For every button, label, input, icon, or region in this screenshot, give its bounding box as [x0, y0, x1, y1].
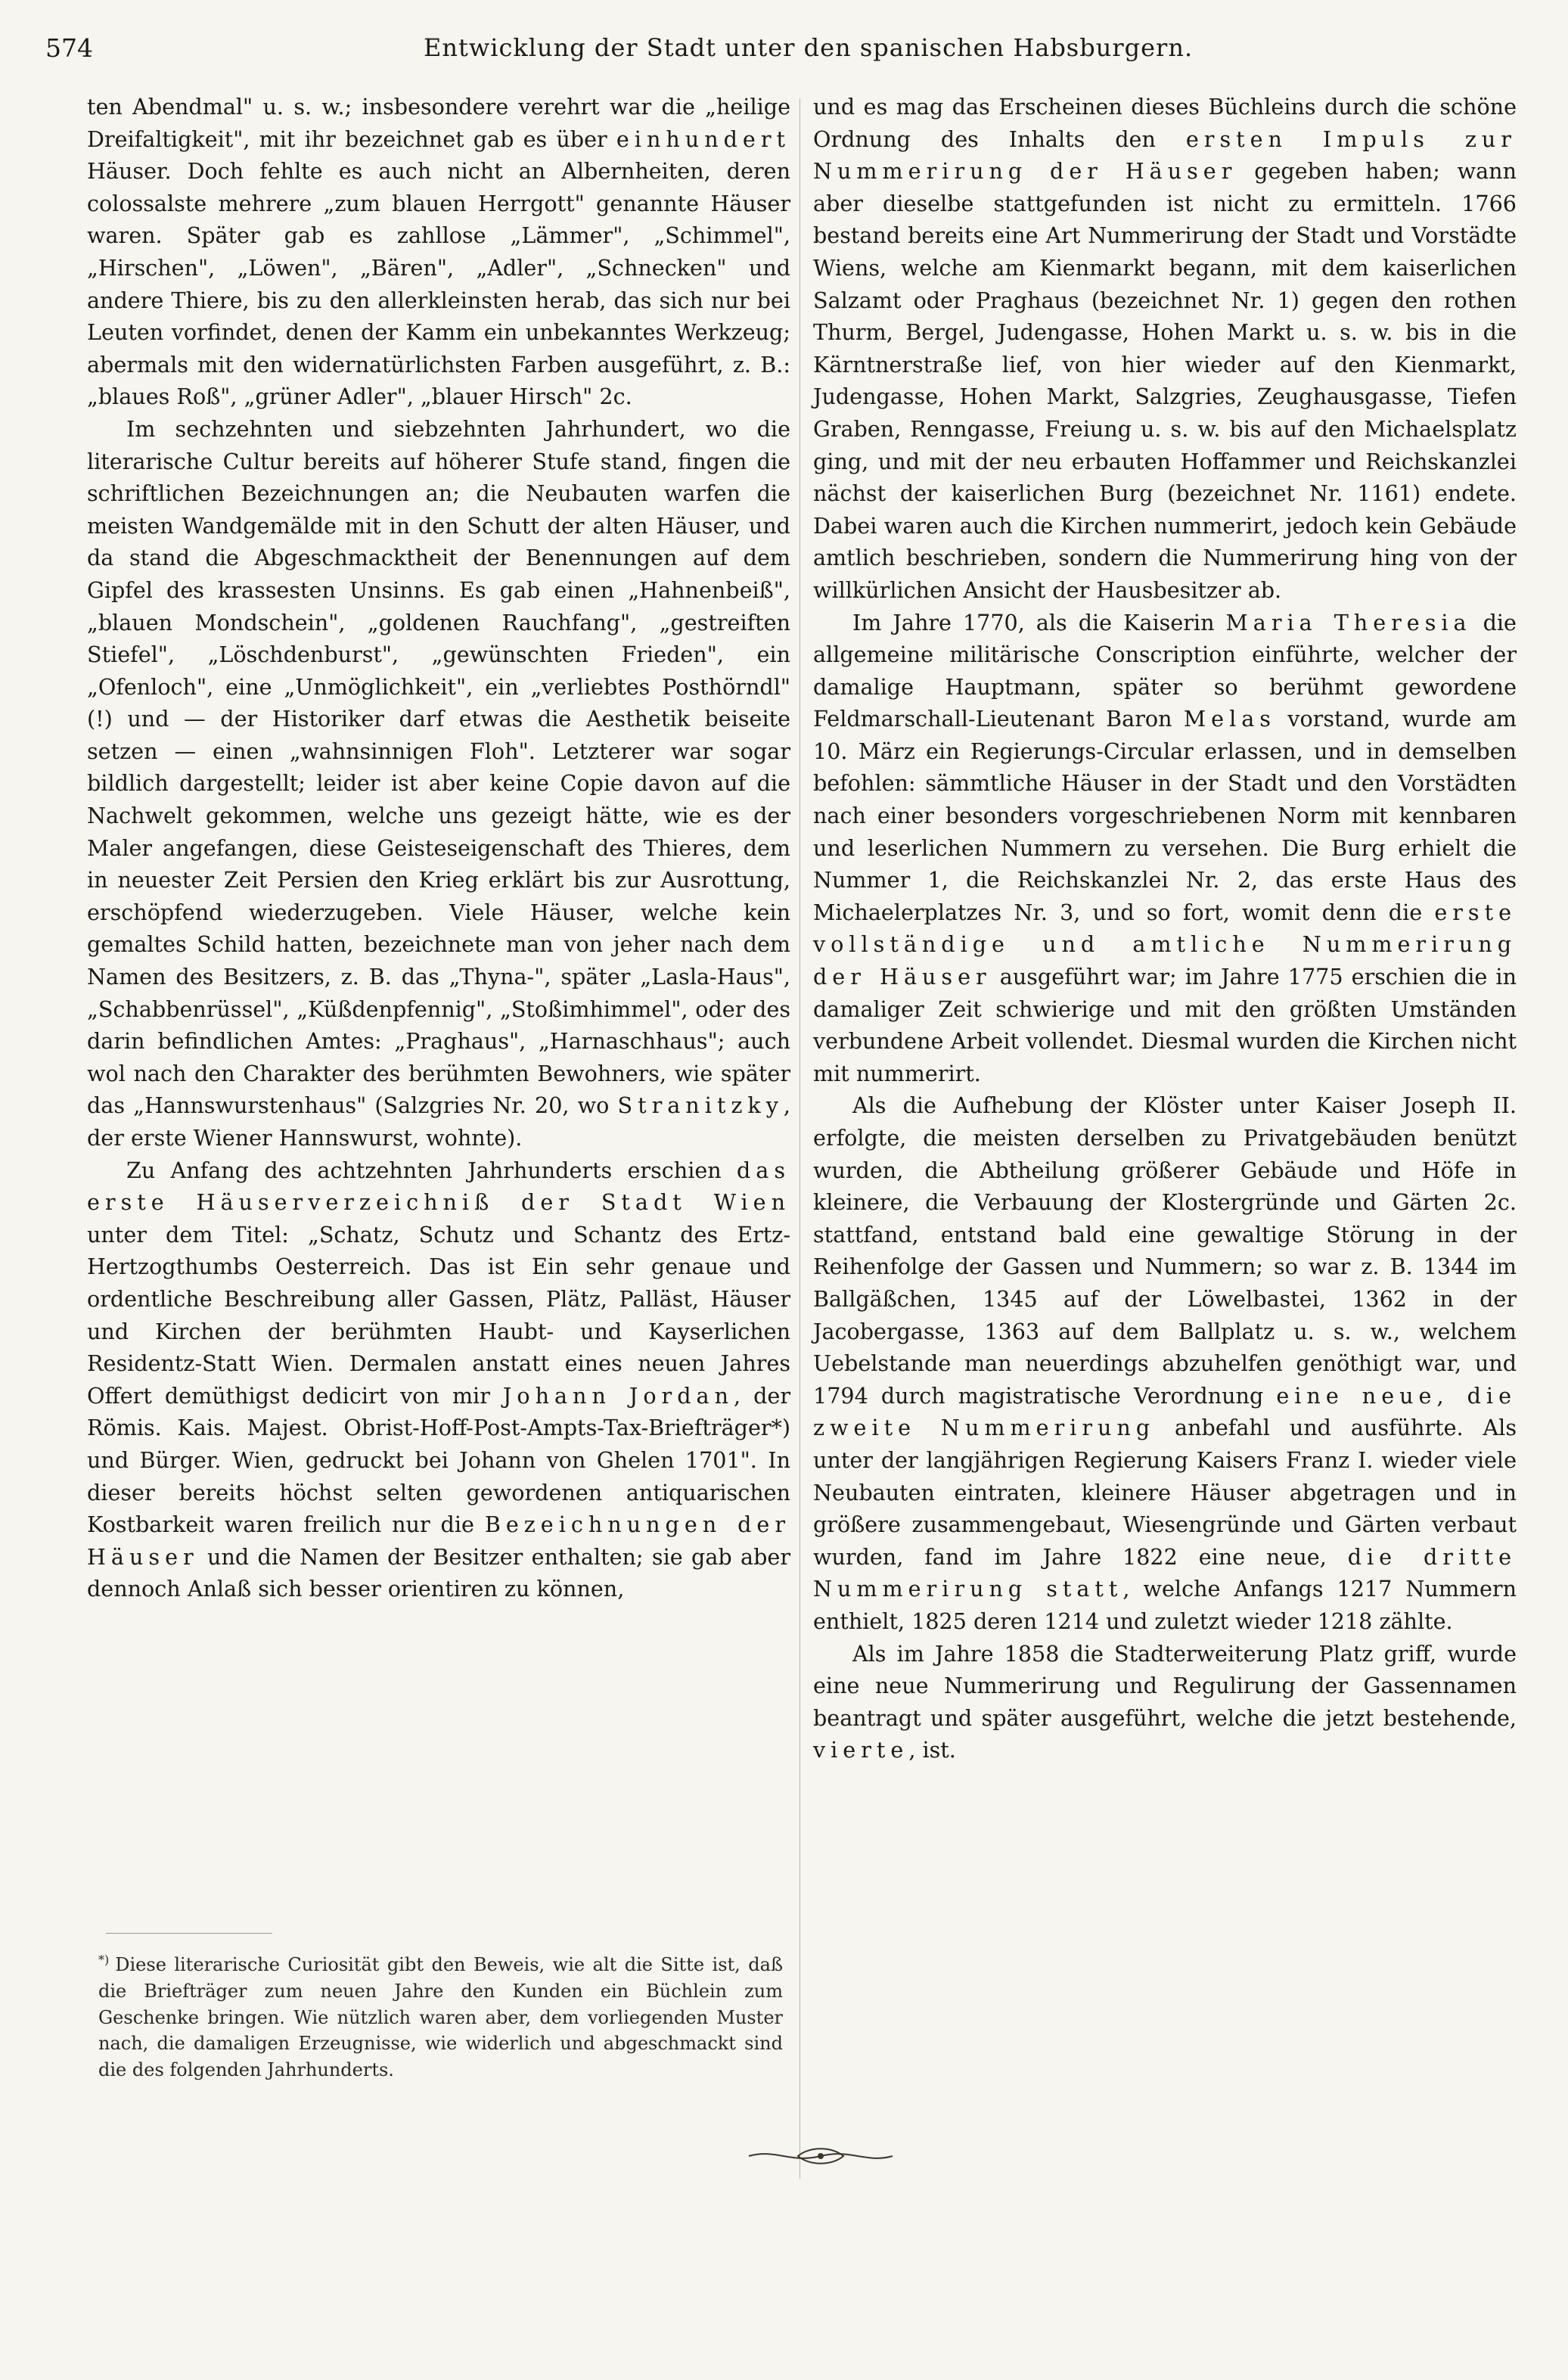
left-paragraph-3 — [87, 1154, 790, 1605]
spaced-text: Maria Theresia — [1225, 609, 1472, 635]
end-ornament — [745, 2145, 896, 2167]
text-run: , der Römis. Kais. Majest. Obrist-Hoff-Post-Ampts-Tax-Briefträger*) und Bürger. Wien, gedruckt bei Johann von Ghelen 1701". In dieser bereits höchst selten gewordenen antiquarischen Kostbarkeit waren freilich nur die — [87, 1382, 790, 1538]
running-title: Entwicklung der Stadt unter den spanischen Habsburgern. — [424, 33, 1194, 62]
text-run: Im Jahre 1770, als die Kaiserin — [852, 609, 1226, 635]
page-number: 574 — [45, 33, 93, 63]
spaced-text: einhundert — [616, 126, 790, 152]
text-run: die allgemeine militärische Conscription einführte, welcher der damalige Hauptmann, später so berühmt gewordene Feldmarschall-Lieutenant Baron — [813, 609, 1517, 732]
text-run: , welche Anfangs 1217 Nummern enthielt, 1825 deren 1214 und zuletzt wieder 1218 zählte. — [813, 1576, 1517, 1634]
right-paragraph-4 — [813, 1638, 1517, 1766]
text-run: gegeben haben; wann aber dieselbe stattgefunden ist nicht zu ermitteln. 1766 bestand bereits eine Art Nummerirung der Stadt und Vorstädte Wiens, welche am Kienmarkt begann, mit dem kaiserlichen Salzamt oder Praghaus (bezeichnet Nr. 1) gegen den rothen Thurm, Bergel, Judengasse, Hohen Markt u. s. w. bis in die Kärntnerstraße lief, von hier wieder auf den Kienmarkt, Judengasse, Hohen Markt, Salzgries, Zeughausgasse, Tiefen Graben, Renngasse, Freiung u. s. w. bis auf den Michaelsplatz ging, und mit der neu erbauten Hoffammer und Reichskanzlei nächst der kaiserlichen Burg (bezeichnet Nr. 1161) endete. Dabei waren auch die Kirchen nummerirt, jedoch kein Gebäude amtlich beschrieben, sondern die Nummerirung hing von der willkürlichen Ansicht der Hausbesitzer ab. — [813, 158, 1517, 603]
spaced-text: vierte — [813, 1737, 909, 1763]
text-run: ten Abendmal" u. s. w.; insbesondere verehrt war die „heilige Dreifaltigkeit", mit ihr bezeichnet gab es über — [87, 94, 790, 152]
text-run: ausgeführt war; im Jahre 1775 erschien die in damaliger Zeit schwierige und mit den größten Umständen verbundene Arbeit vollendet. Diesmal wurden die Kirchen nicht mit nummerirt. — [813, 964, 1517, 1086]
spaced-text: Johann Jordan — [502, 1382, 734, 1409]
right-column — [813, 91, 1517, 1766]
spaced-text: Bezeichnungen der Häuser — [87, 1512, 790, 1570]
spaced-text: Stranitzky — [617, 1092, 784, 1119]
right-paragraph-1 — [813, 91, 1517, 607]
left-column — [87, 91, 790, 1605]
text-run: vorstand, wurde am 10. März ein Regierungs-Circular erlassen, und in demselben befohlen: sämmtliche Häuser in der Stadt und den Vorstädten nach einer besonders vorgeschriebenen Norm mit kennbaren und leserlichen Nummern zu versehen. Die Burg erhielt die Nummer 1, die Reichskanzlei Nr. 2, das erste Haus des Michaelerplatzes Nr. 3, und so fort, womit denn die — [813, 706, 1517, 925]
text-run: und es mag das Erscheinen dieses Büchleins durch die schöne Ordnung des Inhalts den — [813, 94, 1517, 152]
spaced-text: ersten Impuls zur Nummerirung der Häuser — [813, 126, 1517, 185]
text-run: Als die Aufhebung der Klöster unter Kaiser Joseph II. erfolgte, die meisten derselben zu Privatgebäuden benützt wurden, die Abtheilung größerer Gebäude und Höfe in kleinere, die Verbauung der Klostergründe und Gärten 2c. stattfand, entstand bald eine gewaltige Störung in der Reihenfolge der Gassen und Nummern; so war z. B. 1344 im Ballgäßchen, 1345 auf der Löwelbastei, 1362 in der Jacobergasse, 1363 auf dem Ballplatz u. s. w., welchem Uebelstande man neuerdings abzuhelfen genöthigt war, und 1794 durch magistratische Verordnung — [813, 1092, 1517, 1409]
left-paragraph-1 — [87, 91, 790, 413]
left-paragraph-2 — [87, 413, 790, 1154]
text-run: , der erste Wiener Hannswurst, wohnte). — [87, 1092, 790, 1151]
text-run: anbefahl und ausführte. Als unter der langjährigen Regierung Kaisers Franz I. wieder viele Neubauten eintraten, kleinere Häuser abgetragen und in größere zusammengebaut, Wiesengründe und Gärten verbaut wurden, fand im Jahre 1822 eine neue, — [813, 1415, 1517, 1570]
footnote-text: Diese literarische Curiosität gibt den Beweis, wie alt die Sitte ist, daß die Briefträger zum neuen Jahre den Kunden ein Büchlein zum Geschenke bringen. Wie nützlich waren aber, dem vorliegenden Muster nach, die damaligen Erzeugnisse, wie widerlich und abgeschmackt sind die des folgenden Jahrhunderts. — [98, 1954, 783, 2081]
spaced-text: erste vollständige und amtliche Nummerirung der Häuser — [813, 899, 1517, 990]
right-paragraph-3 — [813, 1089, 1517, 1637]
text-run: Häuser. Doch fehlte es auch nicht an Albernheiten, deren colossalste mehrere „zum blauen Herrgott" genannte Häuser waren. Später gab es zahllose „Lämmer", „Schimmel", „Hirschen", „Löwen", „Bären", „Adler", „Schnecken" und andere Thiere, bis zu den allerkleinsten herab, das sich nur bei Leuten vorfindet, denen der Kamm ein unbekanntes Werkzeug; abermals mit den widernatürlichsten Farben ausgeführt, z. B.: „blaues Roß", „grüner Adler", „blauer Hirsch" 2c. — [87, 158, 790, 410]
text-run: Als im Jahre 1858 die Stadterweiterung Platz griff, wurde eine neue Nummerirung und Regulirung der Gassennamen beantragt und später ausgeführt, welche die jetzt bestehende, — [813, 1640, 1517, 1731]
spaced-text: eine neue, die zweite Nummerirung — [813, 1382, 1517, 1441]
text-run: Im sechzehnten und siebzehnten Jahrhundert, wo die literarische Cultur bereits auf höherer Stufe stand, fingen die schriftlichen Bezeichnungen an; die Neubauten warfen die meisten Wandgemälde mit in den Schutt der alten Häuser, und da stand die Abgeschmacktheit der Benennungen auf dem Gipfel des krassesten Unsinns. Es gab einen „Hahnenbeiß", „blauen Mondschein", „goldenen Rauchfang", „gestreiften Stiefel", „Löschdenburst", „gewünschten Frieden", ein „Ofenloch", eine „Unmöglichkeit", ein „verliebtes Posthörndl" (!) und — der Historiker darf etwas die Aesthetik beiseite setzen — einen „wahnsinnigen Floh". Letzterer war sogar bildlich dargestellt; leider ist aber keine Copie davon auf die Nachwelt gekommen, welche uns gezeigt hätte, wie es der Maler angefangen, diese Geisteseigenschaft des Thieres, dem in neuester Zeit Persien den Krieg erklärt bis zur Ausrottung, erschöpfend wiederzugeben. Viele Häuser, welche kein gemaltes Schild hatten, bezeichnete man von jeher nach dem Namen des Besitzers, z. B. das „Thyna-", später „Lasla-Haus", „Schabbenrüssel", „Küßdenpfennig", „Stoßimhimmel", oder des darin befindlichen Amtes: „Praghaus", „Harnaschhaus"; auch wol nach den Charakter des berühmten Bewohners, wie später das „Hannswurstenhaus" (Salzgries Nr. 20, wo — [87, 415, 790, 1119]
footnote — [98, 1947, 783, 2083]
text-run: , ist. — [908, 1737, 956, 1763]
footnote-marker: *) — [98, 1953, 110, 1967]
spaced-text: Melas — [1183, 706, 1276, 732]
text-run: und die Namen der Besitzer enthalten; sie gab aber dennoch Anlaß sich besser orientiren zu können, — [87, 1543, 790, 1602]
right-paragraph-2 — [813, 607, 1517, 1090]
text-run: unter dem Titel: „Schatz, Schutz und Schantz des Ertz-Hertzogthumbs Oesterreich. Das ist Ein sehr genaue und ordentliche Beschreibung aller Gassen, Plätz, Palläst, Häuser und Kirchen der berühmten Haubt- und Kayserlichen Residentz-Statt Wien. Dermalen anstatt eines neuen Jahres Offert demüthigst dedicirt von mir — [87, 1221, 790, 1409]
text-run: Zu Anfang des achtzehnten Jahrhunderts erschien — [126, 1157, 737, 1183]
spaced-text: die dritte Nummerirung statt — [813, 1543, 1517, 1602]
footnote-rule — [106, 1933, 272, 1934]
spaced-text: das erste Häuserverzeichniß der Stadt Wien — [87, 1157, 790, 1216]
